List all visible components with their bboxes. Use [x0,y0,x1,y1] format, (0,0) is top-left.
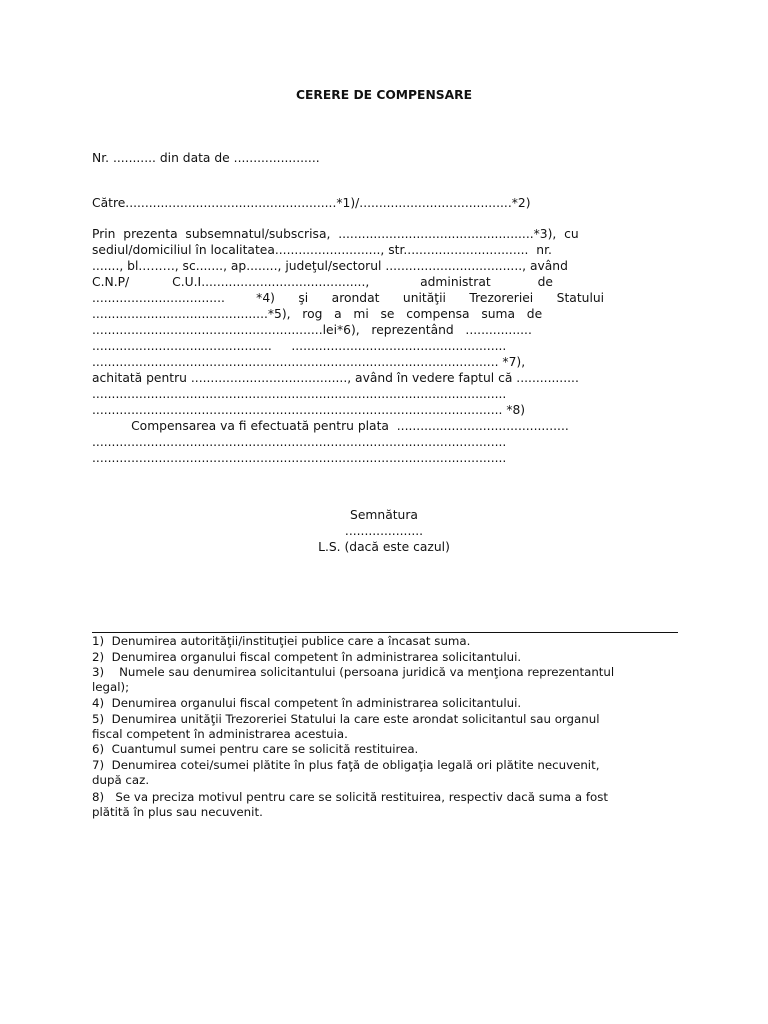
footnote-7: 7) Denumirea cotei/sumei plătite în plus faţă de obligaţia legală ori plătite necuvenit, [92,758,600,772]
footnote-5: 5) Denumirea unităţii Trezoreriei Statului la care este arondat solicitantul sau organul [92,712,600,726]
footnote-separator [92,632,678,633]
addressee-line: Către......................................................*1)/.......................................*2) [92,196,531,210]
footnote-7-cont: după caz. [92,773,150,787]
body-line: ......................................................................................................... *8) [92,403,526,417]
signature-field: .................... [344,524,424,538]
document-title: CERERE DE COMPENSARE [296,88,472,102]
body-line: achitată pentru ........................................, având în vedere faptul că ................ [92,371,579,385]
footnote-2: 2) Denumirea organului fiscal competent în administrarea solicitantului. [92,650,522,664]
body-line: ...........................................................lei*6), reprezentând ................. [92,323,532,337]
body-line: .............................................. ....................................................... [92,339,507,353]
footnote-4: 4) Denumirea organului fiscal competent în administrarea solicitantului. [92,696,522,710]
body-line: .......................................................................................................... [92,451,507,465]
body-line: sediul/domiciliul în localitatea..........................., str................................ nr. [92,243,552,257]
footnote-3-cont: legal); [92,680,130,694]
body-line: ........................................................................................................ *7), [92,355,526,369]
body-line: .................................. *4) şi arondat unităţii Trezoreriei Statului [92,291,605,305]
body-line: .......................................................................................................... [92,435,507,449]
body-line: ......., bl.….…., sc......., ap........, judeţul/sectorul ..................................., având [92,259,568,273]
footnote-3: 3) Numele sau denumirea solicitantului (persoana juridică va menţiona reprezentantul [92,665,615,679]
compensation-line: Compensarea va fi efectuată pentru plata ............................................ [92,419,569,433]
signature-label: Semnătura [350,508,418,522]
footnote-6: 6) Cuantumul sumei pentru care se solicită restituirea. [92,742,419,756]
footnote-1: 1) Denumirea autorităţii/instituţiei publice care a încasat suma. [92,634,471,648]
body-line: .............................................*5), rog a mi se compensa suma de [92,307,543,321]
body-line: .......................................................................................................... [92,387,507,401]
number-date-line: Nr. ........... din data de ...................... [92,151,320,165]
body-line: C.N.P/ C.U.I.........................................., administrat de [92,275,553,289]
stamp-note: L.S. (dacă este cazul) [318,540,450,554]
body-line: Prin prezenta subsemnatul/subscrisa, ..................................................*3), cu [92,227,579,241]
footnote-8-cont: plătită în plus sau necuvenit. [92,805,263,819]
footnote-8: 8) Se va preciza motivul pentru care se solicită restituirea, respectiv dacă suma a fost [92,790,608,804]
footnote-5-cont: fiscal competent în administrarea acestuia. [92,727,348,741]
